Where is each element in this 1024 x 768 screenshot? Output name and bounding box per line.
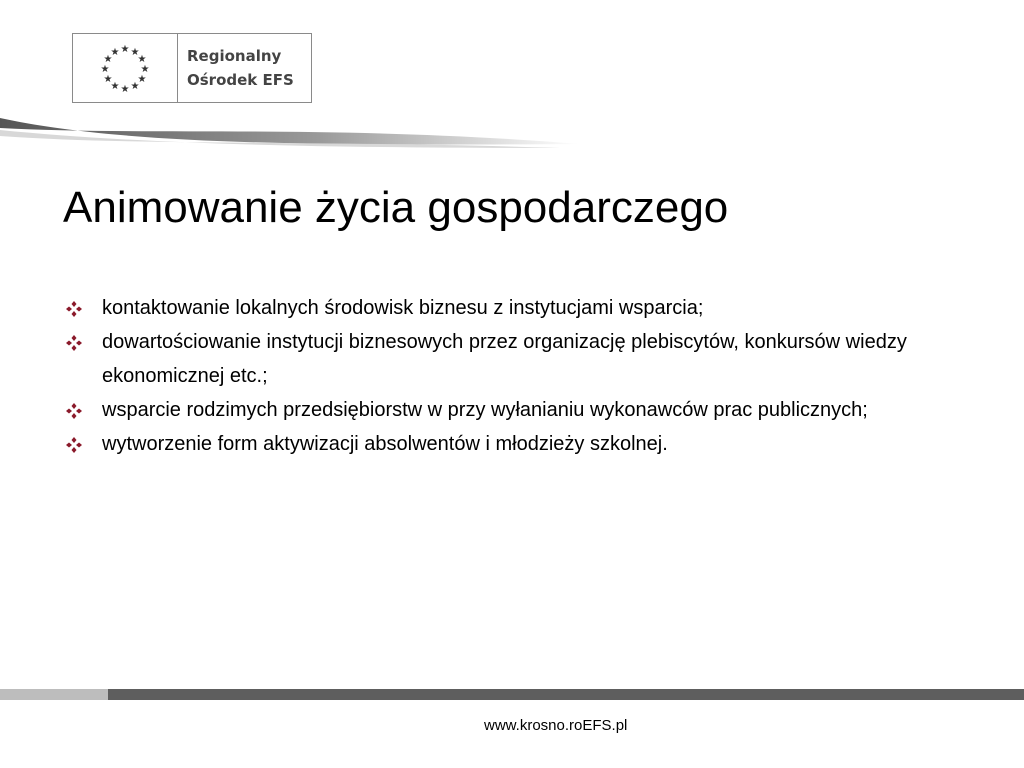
slide-title: Animowanie życia gospodarczego: [63, 183, 729, 232]
logo: [72, 33, 312, 103]
footer-bar-light: [0, 689, 108, 700]
svg-text:★: ★: [110, 81, 120, 92]
list-item: [66, 291, 966, 325]
diamond-bullet-icon: [66, 403, 82, 419]
svg-text:★: ★: [120, 44, 130, 55]
footer-url[interactable]: www.krosno.roEFS.pl: [484, 717, 628, 734]
svg-text:★: ★: [103, 74, 113, 85]
header-swoosh: [0, 110, 580, 160]
svg-text:★: ★: [103, 54, 113, 65]
logo-line-2: Ośrodek EFS: [187, 71, 294, 89]
eu-flag: [73, 34, 178, 102]
list-item-text: wytworzenie form aktywizacji absolwentów i młodzieży szkolnej.: [102, 433, 668, 455]
svg-text:★: ★: [100, 64, 110, 75]
svg-text:★: ★: [130, 81, 140, 92]
logo-text: [187, 44, 294, 92]
list-item: [66, 325, 966, 393]
eu-stars-icon: [73, 34, 177, 102]
svg-text:★: ★: [140, 64, 150, 75]
diamond-bullet-icon: [66, 335, 82, 351]
bullet-list: [66, 291, 966, 461]
list-item: [66, 393, 966, 427]
svg-text:★: ★: [137, 54, 147, 65]
svg-text:★: ★: [130, 47, 140, 58]
list-item-text: kontaktowanie lokalnych środowisk biznesu z instytucjami wsparcia;: [102, 297, 704, 319]
logo-line-1: Regionalny: [187, 47, 282, 65]
svg-text:★: ★: [120, 84, 130, 95]
list-item-text: wsparcie rodzimych przedsiębiorstw w przy wyłanianiu wykonawców prac publicznych;: [102, 399, 868, 421]
diamond-bullet-icon: [66, 437, 82, 453]
list-item-text: dowartościowanie instytucji biznesowych przez organizację plebiscytów, konkursów wiedzy ekonomicznej etc.;: [102, 331, 907, 387]
list-item: [66, 427, 966, 461]
svg-text:★: ★: [137, 74, 147, 85]
diamond-bullet-icon: [66, 301, 82, 317]
svg-text:★: ★: [110, 47, 120, 58]
footer-bar-dark: [108, 689, 1024, 700]
